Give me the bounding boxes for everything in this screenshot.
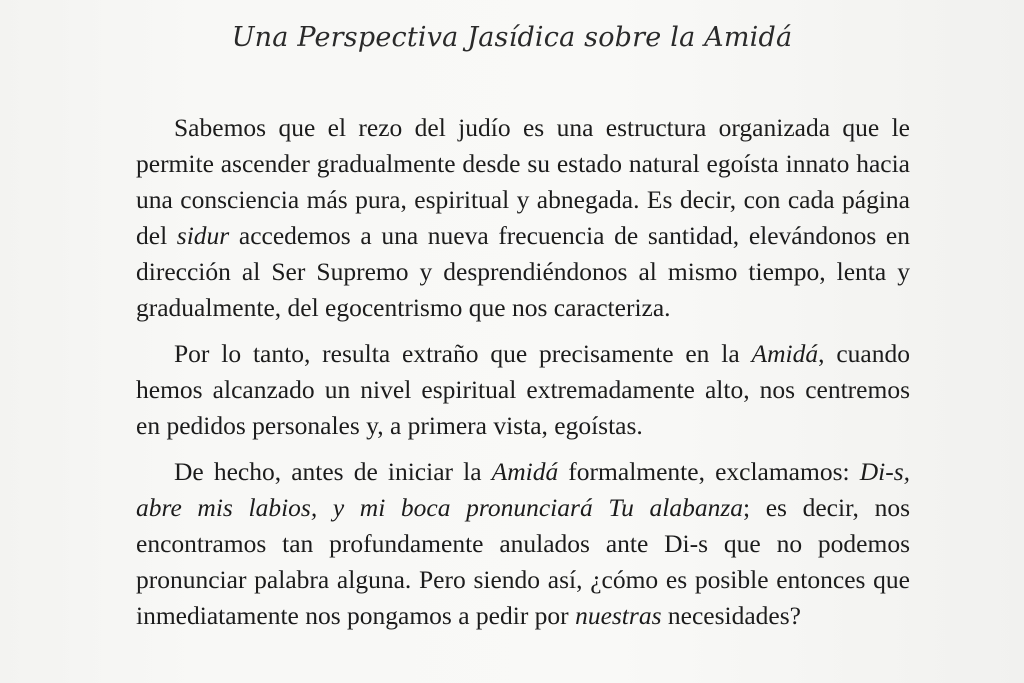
paragraph-text: ; es decir, nos encontramos tan profundamente anulados ante Di-s que no podemos pronunciar palabra alguna. Pero siendo así, ¿cómo es posible entonces que inmediatamente nos pongamos a pedir por xyxy=(136,493,910,630)
paragraph-text: Sabemos que el rezo del judío es una estructura organizada que le permite ascender gradualmente desde su estado natural egoísta innato hacia una consciencia más pura, espiritual y abnegada. Es decir, con cada página del xyxy=(136,113,910,250)
paragraph-text: accedemos a una nueva frecuencia de santidad, elevándonos en dirección al Ser Supremo y desprendiéndonos al mismo tiempo, lenta y gradualmente, del egocentrismo que nos caracteriza. xyxy=(136,221,910,322)
chapter-title: Una Perspectiva Jasídica sobre la Amidá xyxy=(231,22,793,53)
paragraph-3 xyxy=(136,454,910,634)
paragraph-2 xyxy=(136,336,910,444)
paragraph-text: necesidades? xyxy=(661,601,801,630)
body-text xyxy=(136,110,910,634)
italic-quote: Di-s, abre mis labios, y mi boca pronunciará Tu alabanza xyxy=(136,457,910,522)
paragraph-text: De hecho, antes de iniciar la xyxy=(174,457,492,486)
italic-term: Amidá xyxy=(491,457,559,486)
paragraph-text: Por lo tanto, resulta extraño que precisamente en la xyxy=(174,339,752,368)
italic-term: nuestras xyxy=(575,601,662,630)
italic-term: Amidá xyxy=(751,339,819,368)
italic-term: sidur xyxy=(176,221,230,250)
paragraph-text: , cuando hemos alcanzado un nivel espiritual extremadamente alto, nos centremos en pedidos personales y, a primera vista, egoístas. xyxy=(136,339,910,440)
paragraph-1 xyxy=(136,110,910,326)
paragraph-text: formalmente, exclamamos: xyxy=(558,457,860,486)
